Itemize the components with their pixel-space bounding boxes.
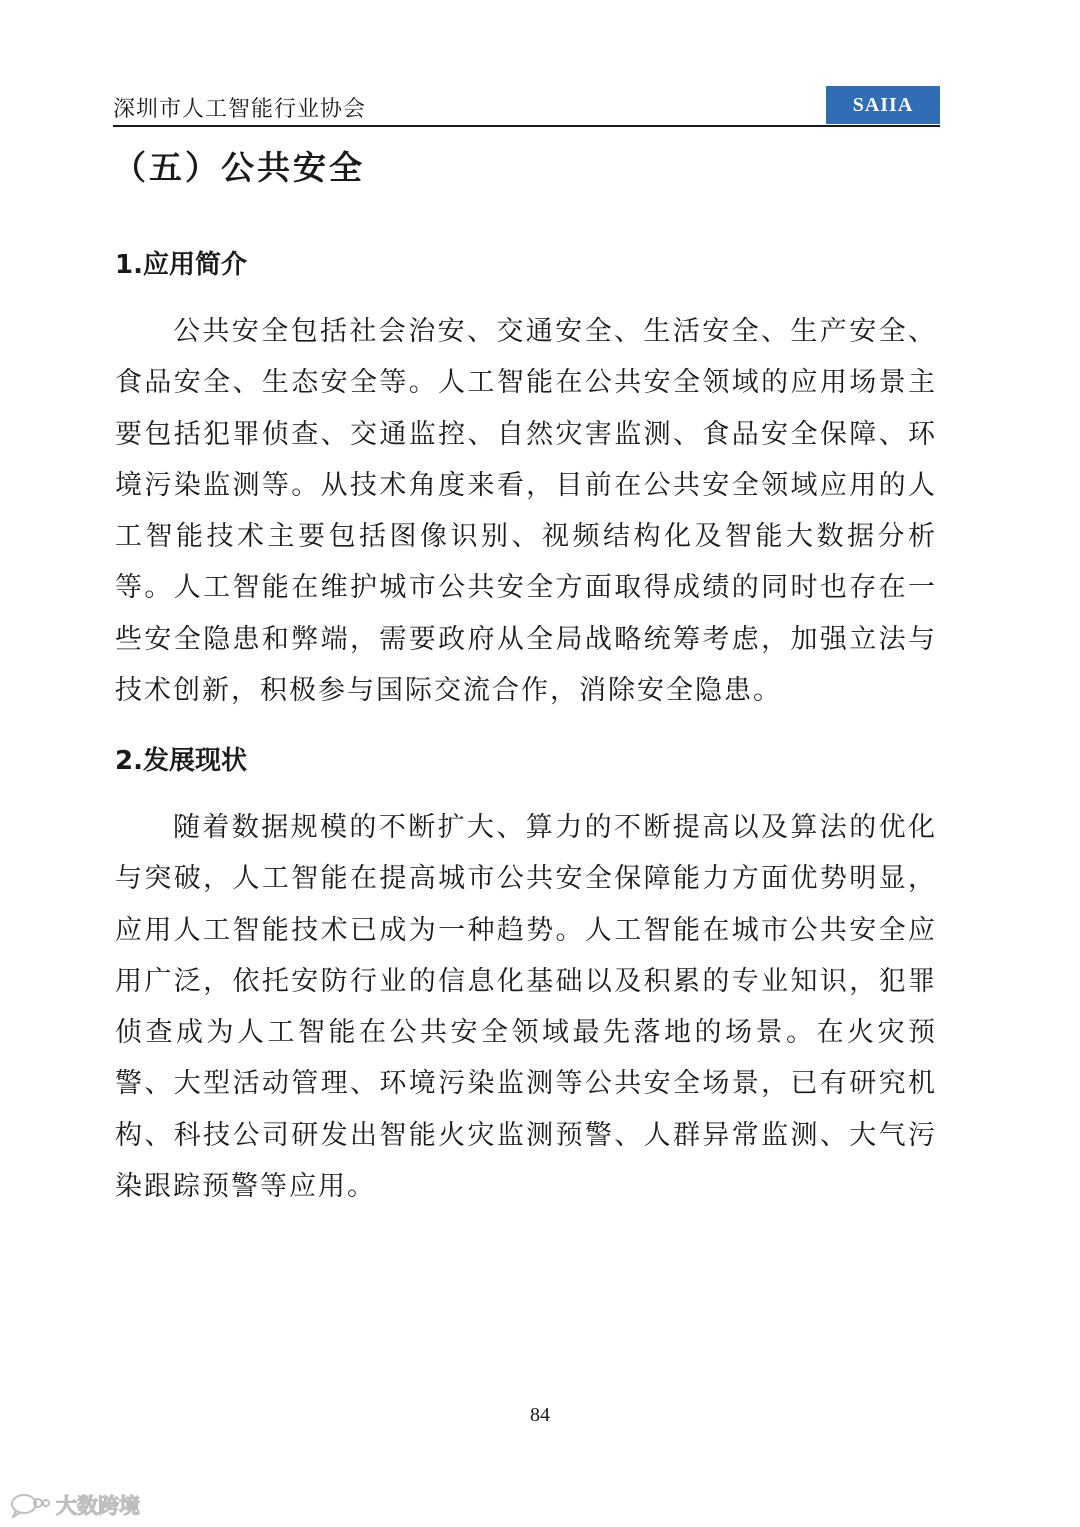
page-number: 84 (530, 1404, 550, 1426)
header-org-name: 深圳市人工智能行业协会 (113, 97, 367, 122)
speech-bubble-logo-icon (10, 1492, 50, 1518)
watermark-text: 大数跨境 (56, 1494, 140, 1518)
subsection-heading-intro: 1.应用简介 (115, 250, 247, 280)
section-title: （五）公共安全 (113, 148, 365, 187)
subsection-heading-status: 2.发展现状 (115, 746, 247, 776)
subsection-paragraph-status: 随着数据规模的不断扩大、算力的不断提高以及算法的优化与突破，人工智能在提高城市公共安全保障能力方面优势明显，应用人工智能技术已成为一种趋势。人工智能在城市公共安全应用广泛，依托安防行业的信息化基础以及积累的专业知识，犯罪侦查成为人工智能在公共安全领域最先落地的场景。在火灾预警、大型活动管理、环境污染监测等公共安全场景，已有研究机构、科技公司研发出智能火灾监测预警、人群异常监测、大气污染跟踪预警等应用。 (115, 812, 937, 1203)
page-header (113, 86, 940, 126)
subsection-paragraph-intro: 公共安全包括社会治安、交通安全、生活安全、生产安全、食品安全、生态安全等。人工智能在公共安全领域的应用场景主要包括犯罪侦查、交通监控、自然灾害监测、食品安全保障、环境污染监测等。从技术角度来看，目前在公共安全领域应用的人工智能技术主要包括图像识别、视频结构化及智能大数据分析等。人工智能在维护城市公共安全方面取得成绩的同时也存在一些安全隐患和弊端，需要政府从全局战略统筹考虑，加强立法与技术创新，积极参与国际交流合作，消除安全隐患。 (115, 316, 937, 707)
watermark (10, 1490, 140, 1520)
header-badge: SAIIA (826, 86, 940, 124)
header-divider (113, 125, 940, 127)
